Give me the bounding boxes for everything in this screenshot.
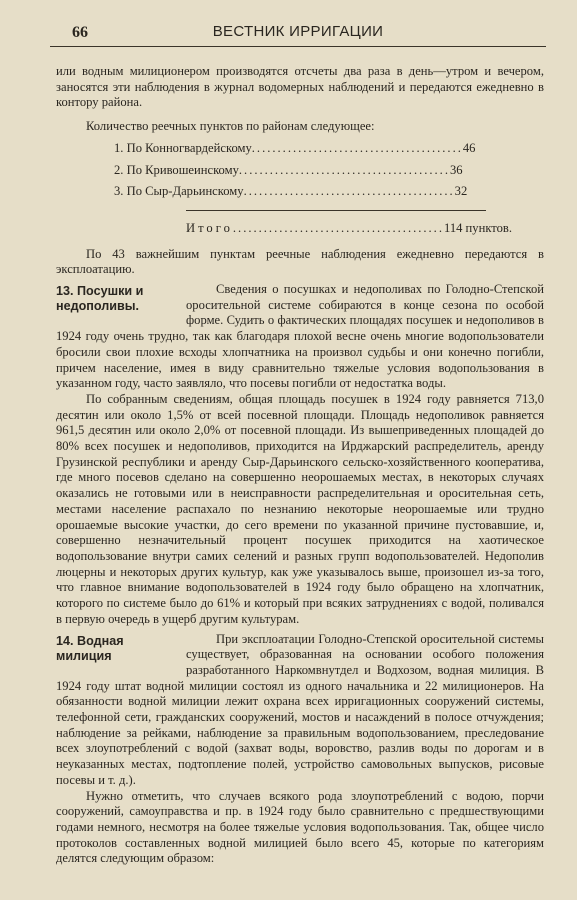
total-label: Итого bbox=[186, 220, 233, 235]
section-13-heading: 13. Посушки и недополивы. bbox=[56, 284, 144, 314]
page-header bbox=[50, 20, 546, 47]
section-13-paragraph: Сведения о посушках и недополивах по Голодно-Степской оросительной системе собираются в конце сезона по особой форме. Судить о фактических площадях посушек и недополивов в 1924 году очень трудно, так как благодаря плохой весне очень многие водопользователи бросили свои плохие всходы хлопчатника на произвол судьбы и они конечно погибли, причем население, имея в виду сравнительно тяжелые условия водопользования в указанном году, часто заявляло, что посевы погибли от недостатка воды. bbox=[56, 282, 544, 391]
section-13 bbox=[56, 282, 544, 627]
stations-row: 1. По Конногвардейскому ......................................... 46 bbox=[114, 140, 476, 155]
total-value: 114 пунктов. bbox=[443, 220, 513, 235]
page-number: 66 bbox=[72, 24, 88, 41]
stations-heading: Количество реечных пунктов по районам следующее: bbox=[86, 119, 375, 134]
page-body bbox=[56, 64, 544, 867]
section-13-paragraph: По собранным сведениям, общая площадь посушек в 1924 году равняется 713,0 десятин или около 1,5% от всей посевной площади. Площадь недополивок равняется 961,5 десятин или около 2,0% от посевной площади. Из вышеприведенных площадей до 80% всех посушек и недополивов, приходится на Ирджарский распределитель, аренду Грузинской республики и аренду Сыр-Дарьинского сельско-хозяйственного кооператива, где много посевов сделано на совершенно неорошаемых местах, в некоторых случаях оказались не готовыми или в неисправности распределительная и оросительная сеть, местами население распахало по незнанию некоторые неорошаемые или трудно орошаемые высокие участки, до сего времени по указанной причине пустовавшие, и, совершенно незначительный процент посушек приходится на хаотическое водопользование внутри самих селений и разных групп водопользователей. Недополив люцерны и некоторых других культур, как уже указывалось выше, произошел из-за того, что главное внимание водопользователей в 1924 году было обращено на хлопчатник, которого по системе было до 61% и который при всяких затруднениях с водой, поливался в первую очередь в ущерб другим культурам. bbox=[56, 391, 544, 626]
district-label: 1. По Конногвардейскому bbox=[114, 140, 252, 155]
stations-count: 32 bbox=[454, 184, 468, 199]
section-14-heading: 14. Водная милиция bbox=[56, 633, 124, 663]
district-label: 2. По Кривошеинскому bbox=[114, 162, 239, 177]
district-label: 3. По Сыр-Дарьинскому bbox=[114, 184, 244, 199]
stations-count: 36 bbox=[449, 162, 463, 177]
stations-row: 3. По Сыр-Дарьинскому ......................................... 32 bbox=[114, 184, 468, 199]
journal-title: ВЕСТНИК ИРРИГАЦИИ bbox=[212, 23, 384, 40]
section-14-paragraph: Нужно отметить, что случаев всякого рода злоупотреблений с водою, порчи сооружений, самоуправства и пр. в 1924 году было сравнительно с предшествующими годами немного, несмотря на более тяжелые условия водопользования. Так, общее число протоколов составленных водной милицией было всего 45, которые по категориям делятся следующим образом: bbox=[56, 788, 544, 866]
stations-count: 46 bbox=[462, 140, 476, 155]
stations-total: Итого ......................................... 114 пунктов. bbox=[186, 210, 486, 237]
stations-summary bbox=[86, 119, 544, 200]
section-14-paragraph: При эксплоатации Голодно-Степской оросительной системы существует, образованная на основании особого положения разработанного Наркомвнутдел и Водхозом, водная милиция. В 1924 году штат водной милиции состоял из одного начальника и 22 милиционеров. На обязанности водной милиции лежит охрана всех ирригационных сооружений системы, телефонной сети, гражданских сооружений, мостов и насаждений в полосе отчуждения; наблюдение за рейками, наблюдение за правильным водопользованием, преследование всех злоупотреблений с водой (захват воды, воровство, разлив воды по дорогам и в неуказанных местах, подтопление полей, устройство самовольных выпусков, рисовые посевы и т. д.). bbox=[56, 631, 544, 787]
stations-row: 2. По Кривошеинскому ......................................... 36 bbox=[114, 162, 463, 177]
intro-paragraph: или водным милиционером производятся отсчеты два раза в день—утром и вечером, заносятся эти наблюдения в журнал водомерных наблюдений и передаются ежедневно в контору района. bbox=[56, 64, 544, 110]
observation-paragraph: По 43 важнейшим пунктам реечные наблюдения ежедневно передаются в эксплоатацию. bbox=[56, 246, 544, 277]
section-14 bbox=[56, 632, 544, 868]
